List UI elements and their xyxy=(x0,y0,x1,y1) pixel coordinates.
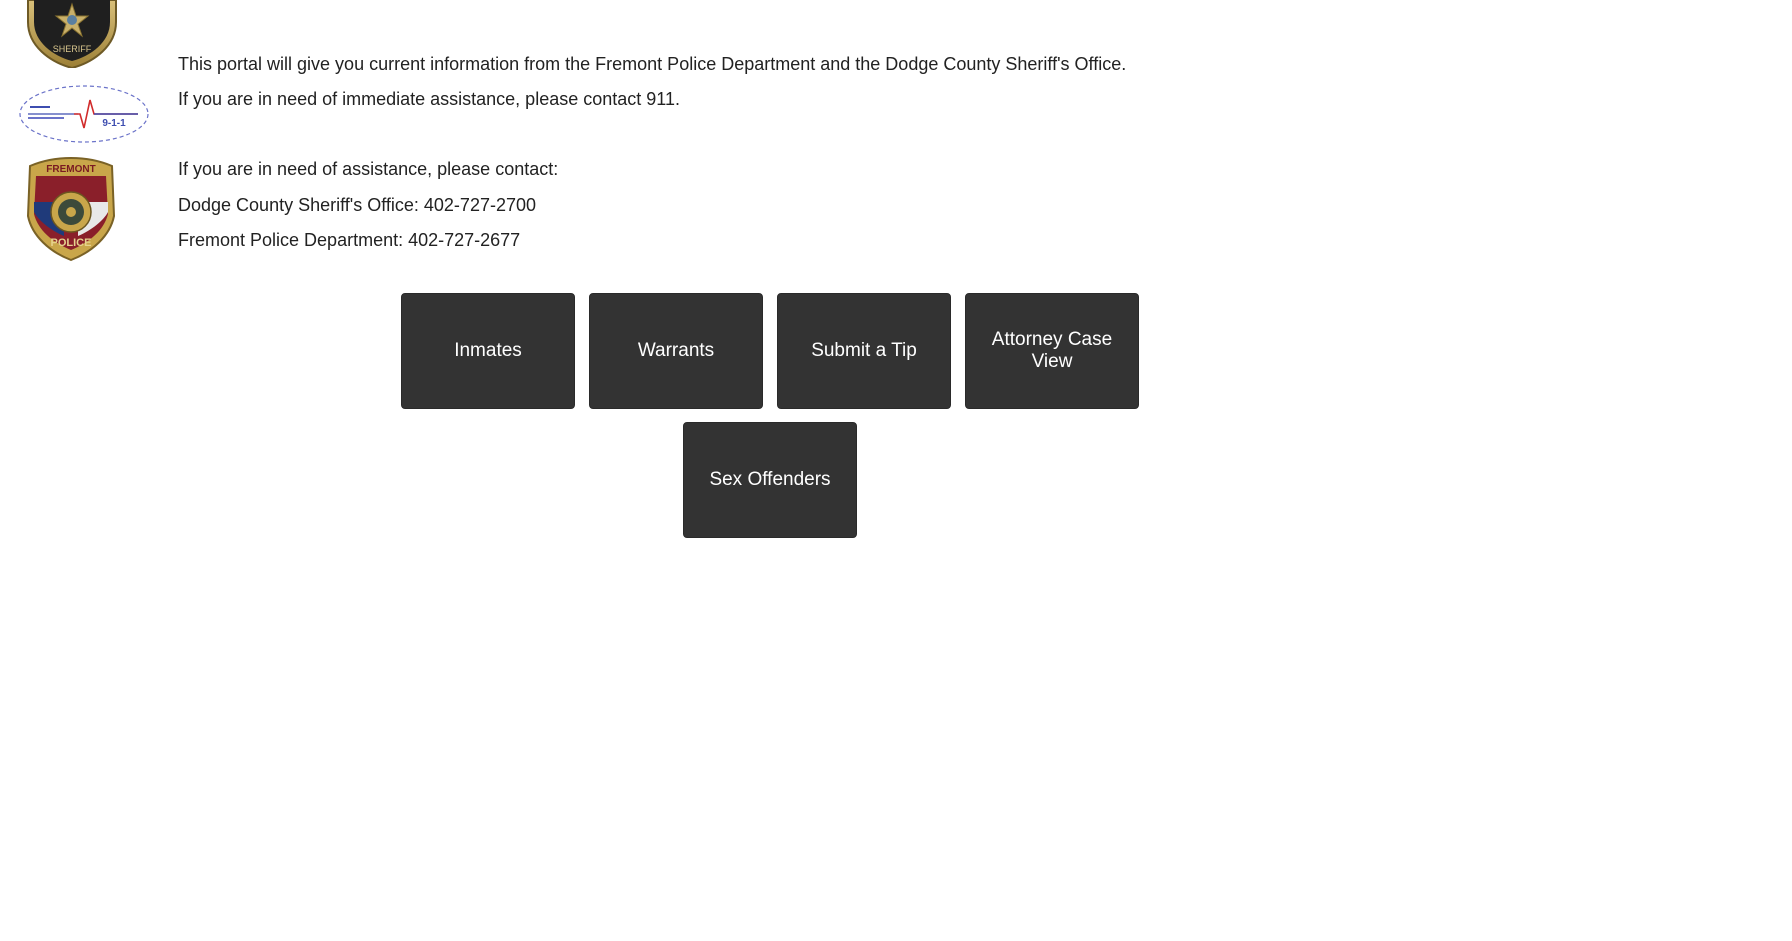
fremont-police-badge-logo xyxy=(24,156,118,262)
attorney-case-view-button[interactable] xyxy=(965,293,1139,409)
inmates-button[interactable] xyxy=(401,293,575,409)
emergency-911-logo xyxy=(18,84,150,144)
sex-offenders-button-label: Sex Offenders xyxy=(709,469,831,490)
intro-emergency-text: If you are in need of immediate assistance, please contact 911. xyxy=(178,89,680,109)
sheriff-contact: Dodge County Sheriff's Office: 402-727-2700 xyxy=(178,195,536,215)
sheriff-badge-logo xyxy=(24,0,120,68)
contact-heading: If you are in need of assistance, please contact: xyxy=(178,159,559,179)
warrants-button[interactable] xyxy=(589,293,763,409)
attorney-case-view-button-label: Attorney Case View xyxy=(991,329,1113,372)
sex-offenders-button[interactable] xyxy=(683,422,857,538)
svg-text:9-1-1: 9-1-1 xyxy=(102,118,126,129)
intro-portal-text: This portal will give you current information from the Fremont Police Department and the Dodge County Sheriff's Office. xyxy=(178,54,1127,74)
submit-tip-button-label: Submit a Tip xyxy=(811,340,917,361)
inmates-button-label: Inmates xyxy=(454,340,522,361)
submit-tip-button[interactable] xyxy=(777,293,951,409)
svg-text:SHERIFF: SHERIFF xyxy=(52,44,92,54)
warrants-button-label: Warrants xyxy=(637,340,715,361)
police-contact: Fremont Police Department: 402-727-2677 xyxy=(178,230,521,250)
svg-text:POLICE: POLICE xyxy=(50,237,92,249)
svg-text:FREMONT: FREMONT xyxy=(46,164,96,175)
